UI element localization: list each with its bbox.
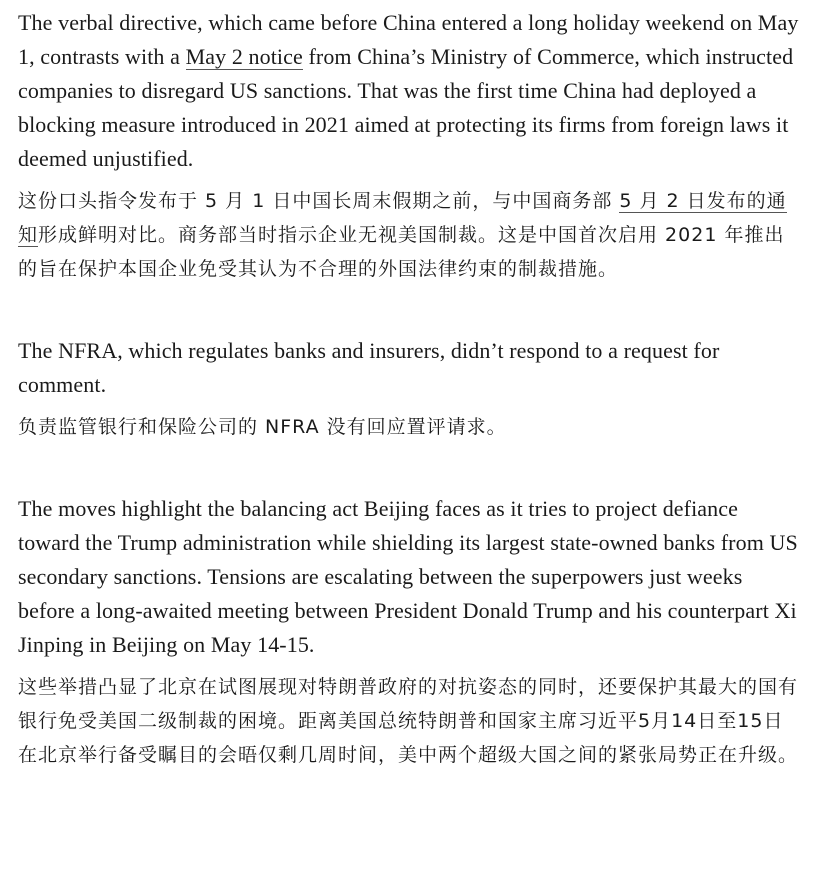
paragraph-text: 这份口头指令发布于 5 月 1 日中国长周末假期之前，与中国商务部 <box>18 190 620 212</box>
paragraph-english-1 <box>18 6 803 176</box>
paragraph-english-3: The moves highlight the balancing act Beijing faces as it tries to project defiance toward the Trump administration while shielding its largest state-owned banks from US secondary sanctions. Tensions are escalating between the superpowers just weeks before a long-awaited meeting between President Donald Trump and his counterpart Xi Jinping in Beijing on May 14-15. <box>18 496 798 657</box>
paragraph-text: 形成鲜明对比。商务部当时指示企业无视美国制裁。这是中国首次启用 2021 年推出的旨在保护本国企业免受其认为不合理的外国法律约束的制裁措施。 <box>18 224 785 280</box>
paragraph-block-3 <box>18 492 803 772</box>
paragraph-text: from China’s Ministry of Commerce, which instructed companies to disregard US sanctions. That was the first time China had deployed a blocking measure introduced in 2021 aimed at protecting its firms from foreign laws it deemed unjustified. <box>18 44 794 171</box>
paragraph-chinese-3: 这些举措凸显了北京在试图展现对特朗普政府的对抗姿态的同时，还要保护其最大的国有银行免受美国二级制裁的困境。距离美国总统特朗普和国家主席习近平5月14日至15日在北京举行备受瞩目的会晤仅剩几周时间，美中两个超级大国之间的紧张局势正在升级。 <box>18 676 799 766</box>
paragraph-block-1 <box>18 6 803 286</box>
may-2-notice-link[interactable]: May 2 notice <box>185 44 303 69</box>
paragraph-text: The verbal directive, which came before China entered a long holiday weekend on May 1, contrasts with a <box>18 10 799 69</box>
article-body <box>18 6 803 772</box>
paragraph-chinese-1 <box>18 184 803 286</box>
paragraph-block-2 <box>18 334 803 444</box>
paragraph-english-2: The NFRA, which regulates banks and insurers, didn’t respond to a request for comment. <box>18 338 720 397</box>
may-2-notice-link-zh[interactable]: 5 月 2 日发布的通知 <box>18 190 787 246</box>
paragraph-chinese-2: 负责监管银行和保险公司的 NFRA 没有回应置评请求。 <box>18 416 507 438</box>
